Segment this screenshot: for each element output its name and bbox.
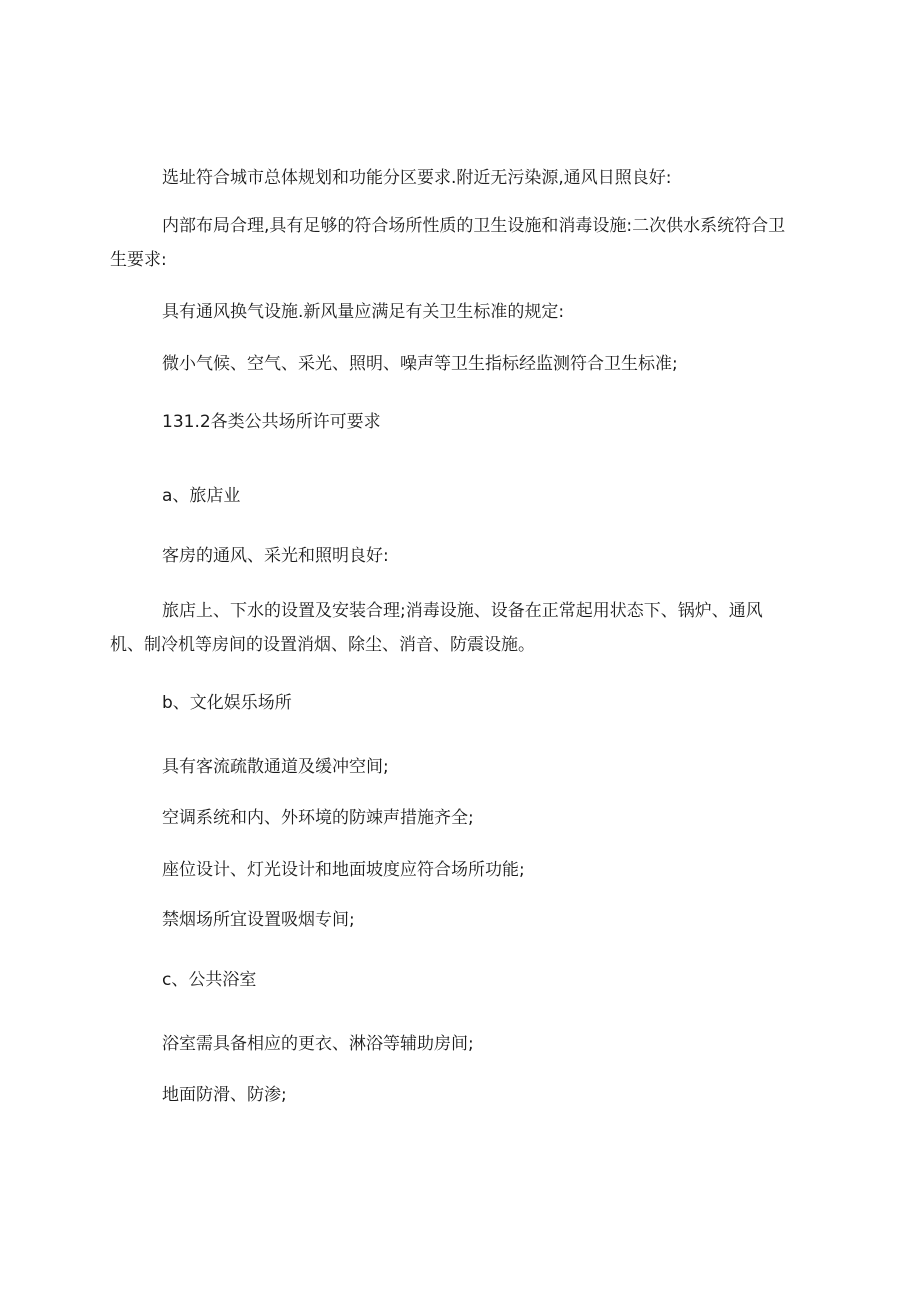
paragraph-floor: 地面防滑、防渗; (162, 1085, 287, 1105)
paragraph-hotel-facilities-line2: 机、制冷机等房间的设置消烟、除尘、消音、防震设施。 (110, 635, 535, 655)
paragraph-hotel-facilities (110, 594, 802, 662)
paragraph-guest-rooms: 客房的通风、采光和照明良好: (162, 546, 389, 566)
paragraph-ventilation: 具有通风换气设施.新风量应满足有关卫生标准的规定: (162, 302, 565, 322)
subheading-public-bath: c、公共浴室 (162, 970, 257, 990)
section-heading-license-requirements: 131.2各类公共场所许可要求 (162, 412, 381, 432)
paragraph-seating: 座位设计、灯光设计和地面坡度应符合场所功能; (162, 860, 525, 880)
paragraph-bath-rooms: 浴室需具备相应的更衣、淋浴等辅助房间; (162, 1034, 474, 1054)
paragraph-internal-layout-line1: 内部布局合理,具有足够的符合场所性质的卫生设施和消毒设施:二次供水系统符合卫 (162, 216, 786, 236)
paragraph-microclimate: 微小气候、空气、采光、照明、噪声等卫生指标经监测符合卫生标准; (162, 354, 678, 374)
paragraph-evacuation: 具有客流疏散通道及缓冲空间; (162, 757, 389, 777)
paragraph-hotel-facilities-line1: 旅店上、下水的设置及安装合理;消毒设施、设备在正常起用状态下、锅炉、通风 (162, 601, 763, 621)
paragraph-smoking-room: 禁烟场所宜设置吸烟专间; (162, 910, 355, 930)
paragraph-air-conditioning: 空调系统和内、外环境的防竦声措施齐全; (162, 808, 474, 828)
subheading-entertainment: b、文化娱乐场所 (162, 693, 292, 713)
paragraph-internal-layout (110, 209, 802, 277)
paragraph-internal-layout-line2: 生要求: (110, 250, 167, 270)
subheading-hotel: a、旅店业 (162, 486, 241, 506)
paragraph-site-selection: 选址符合城市总体规划和功能分区要求.附近无污染源,通风日照良好: (162, 168, 672, 188)
